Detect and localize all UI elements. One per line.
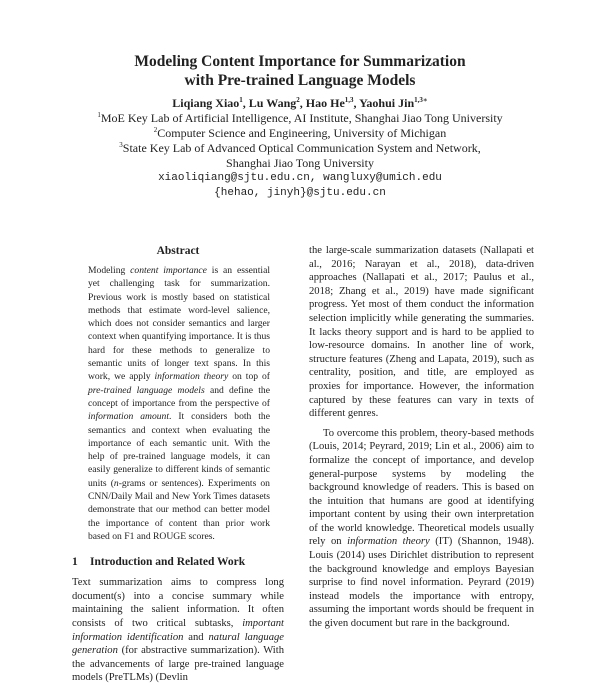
affiliation-2: $^2$Computer Science and Engineering, University of Michigan	[153, 126, 447, 140]
paper-title	[0, 52, 600, 90]
author-1: Liqiang Xiao	[172, 96, 240, 110]
title-line-1: Modeling Content Importance for Summarization	[134, 53, 466, 70]
affiliation-3-cont: Shanghai Jiao Tong University	[226, 156, 374, 170]
abstract-heading: Abstract	[156, 245, 200, 257]
right-paragraph-2: To overcome this problem, theory-based methods (Louis, 2014; Peyrard, 2019; Lin et al., 2006) aim to formalize the concept of importance, and develop general-purpose systems by modeling the background knowledge of readers. This is based on the intuition that humans are good at identifying important content by using their own interpretation of the world knowledge. Theoretical models usually rely on information theory (IT) (Shannon, 1948). Louis (2014) uses Dirichlet distribution to represent the background knowledge and employs Bayesian surprise to find novel information. Peyrard (2019) instead models the importance with entropy, assuming the important words should be frequent in the given document but rare in the background.	[309, 427, 534, 630]
right-column	[309, 244, 534, 631]
intro-paragraph: Text summarization aims to compress long document(s) into a concise summary while maintaining the salient information. It often consists of two critical subtasks, important information identification and natural language generation (for abstractive summarization). With the advancements of large pre-trained language models (PreTLMs) (Devlin	[72, 577, 285, 684]
affiliation-3: $^3$State Key Lab of Advanced Optical Communication System and Network,	[119, 141, 481, 155]
author-3: Hao He	[305, 96, 345, 110]
right-paragraph-1: the large-scale summarization datasets (Nallapati et al., 2016; Narayan et al., 2018), data-driven approaches (Nallapati et al., 2017; Paulus et al., 2018; Zhang et al., 2019) have made significant progress. Yet most of them conduct the information selection implicitly while generating the summaries. It lacks theory support and is hard to be applied to low-resource domains. In another line of work, structure features (Zheng and Lapata, 2019), such as centrality, position, and title, are employed as proxies for importance. However, the information captured by these features can vary in texts of different genres.	[309, 245, 534, 420]
abstract-body: Modeling content importance is an essential yet challenging task for summarization. Previous work is mostly based on statistical methods that estimate word-level salience, which does not consider semantics and larger context when quantifying importance. It is thus hard for these methods to generalize to semantic units of longer text spans. In this work, we apply information theory on top of pre-trained language models and define the concept of importance from the perspective of information amount. It considers both the semantics and context when evaluating the importance of each semantic unit. With the help of pre-trained language models, it can easily generalize to different kinds of semantic units (n-grams or sentences). Experiments on CNN/Daily Mail and New York Times datasets demonstrate that our method can better model the importance of content than prior work based on F1 and ROUGE scores.	[88, 265, 271, 542]
section-heading-introduction: 1 Introduction and Related Work	[72, 556, 246, 569]
affiliation-1: $^1$MoE Key Lab of Artificial Intelligence, AI Institute, Shanghai Jiao Tong University	[97, 111, 503, 125]
title-line-2: with Pre-trained Language Models	[184, 72, 416, 89]
author-names: Liqiang Xiao$^1$, Lu Wang$^2$, Hao He$^{1,3}$, Yaohui Jin$^{1,3∗}$	[172, 96, 428, 110]
email-line-2: {hehao, jinyh}@sjtu.edu.cn	[214, 187, 386, 199]
author-4: Yaohui Jin	[359, 96, 415, 110]
author-2: Lu Wang	[248, 96, 297, 110]
author-block	[0, 96, 600, 201]
left-column	[72, 244, 284, 685]
email-line-1: xiaoliqiang@sjtu.edu.cn, wangluxy@umich.edu	[158, 172, 442, 184]
